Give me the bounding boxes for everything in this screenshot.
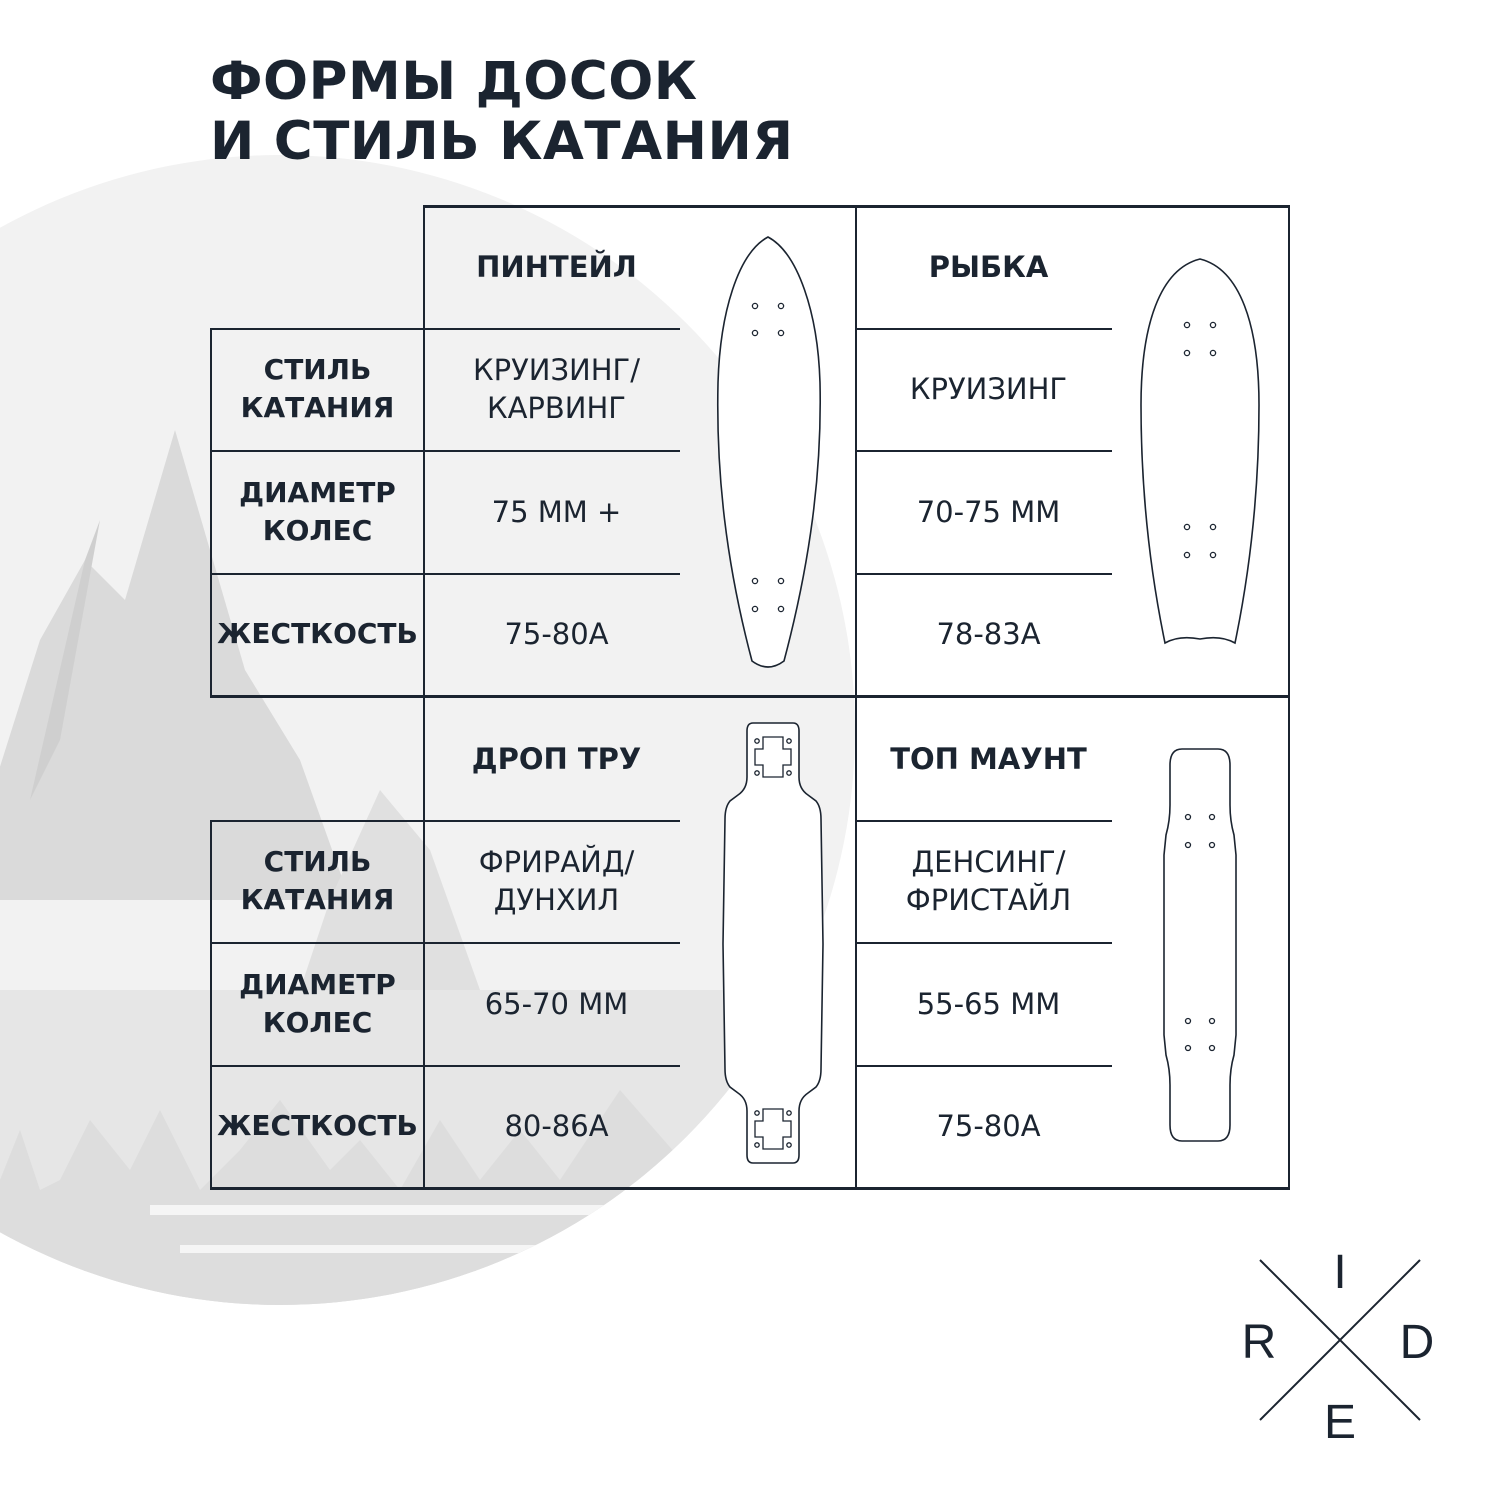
row-label-style: СТИЛЬ КАТАНИЯ (240, 845, 395, 916)
board-name-pintail: ПИНТЕЙЛ (476, 249, 637, 284)
row-label-hardness: ЖЕСТКОСТЬ (217, 617, 418, 650)
logo-letter-r: R (1241, 1316, 1277, 1369)
fishtail-wheel-value: 70-75 ММ (916, 494, 1061, 529)
title-line-1: ФОРМЫ ДОСОК (210, 51, 698, 112)
drop-through-style-value: ФРИРАЙД/ ДУНХИЛ (478, 845, 635, 917)
page-title (210, 52, 794, 172)
fishtail-board-icon (1135, 255, 1265, 655)
board-name-top-mount: ТОП МАУНТ (890, 741, 1087, 776)
section-bottom-border (210, 1187, 1290, 1190)
row-label-wheel: ДИАМЕТР КОЛЕС (239, 475, 396, 547)
row-label-hardness: ЖЕСТКОСТЬ (217, 1109, 418, 1142)
top-mount-style-value: ДЕНСИНГ/ ФРИСТАЙЛ (905, 845, 1072, 917)
pintail-wheel-value: 75 ММ + (491, 494, 622, 529)
drop-through-board-icon (713, 719, 833, 1169)
pintail-style-value: КРУИЗИНГ/ КАРВИНГ (473, 353, 640, 425)
comparison-section-top (210, 205, 1290, 695)
top-mount-hardness-value: 75-80A (936, 1109, 1041, 1143)
logo-letter-e: E (1323, 1396, 1357, 1449)
logo-letter-d: D (1399, 1316, 1435, 1369)
drop-through-hardness-value: 80-86A (504, 1109, 609, 1143)
ride-cross-logo (1235, 1250, 1455, 1450)
drop-through-wheel-value: 65-70 ММ (484, 986, 629, 1021)
pintail-board-icon (710, 233, 830, 673)
title-line-2: И СТИЛЬ КАТАНИЯ (210, 111, 794, 172)
board-name-fishtail: РЫБКА (928, 249, 1049, 284)
fishtail-style-value: КРУИЗИНГ (909, 372, 1068, 406)
pintail-hardness-value: 75-80A (504, 617, 609, 651)
board-name-drop-through: ДРОП ТРУ (471, 741, 642, 776)
top-mount-wheel-value: 55-65 ММ (916, 986, 1061, 1021)
right-border (1288, 697, 1290, 1187)
comparison-section-bottom (210, 697, 1290, 1187)
row-label-wheel: ДИАМЕТР КОЛЕС (239, 967, 396, 1039)
fishtail-hardness-value: 78-83A (936, 617, 1041, 651)
row-label-style: СТИЛЬ КАТАНИЯ (240, 353, 395, 424)
top-mount-board-icon (1160, 745, 1240, 1145)
right-border (1288, 205, 1290, 695)
logo-letter-i: I (1333, 1250, 1347, 1299)
